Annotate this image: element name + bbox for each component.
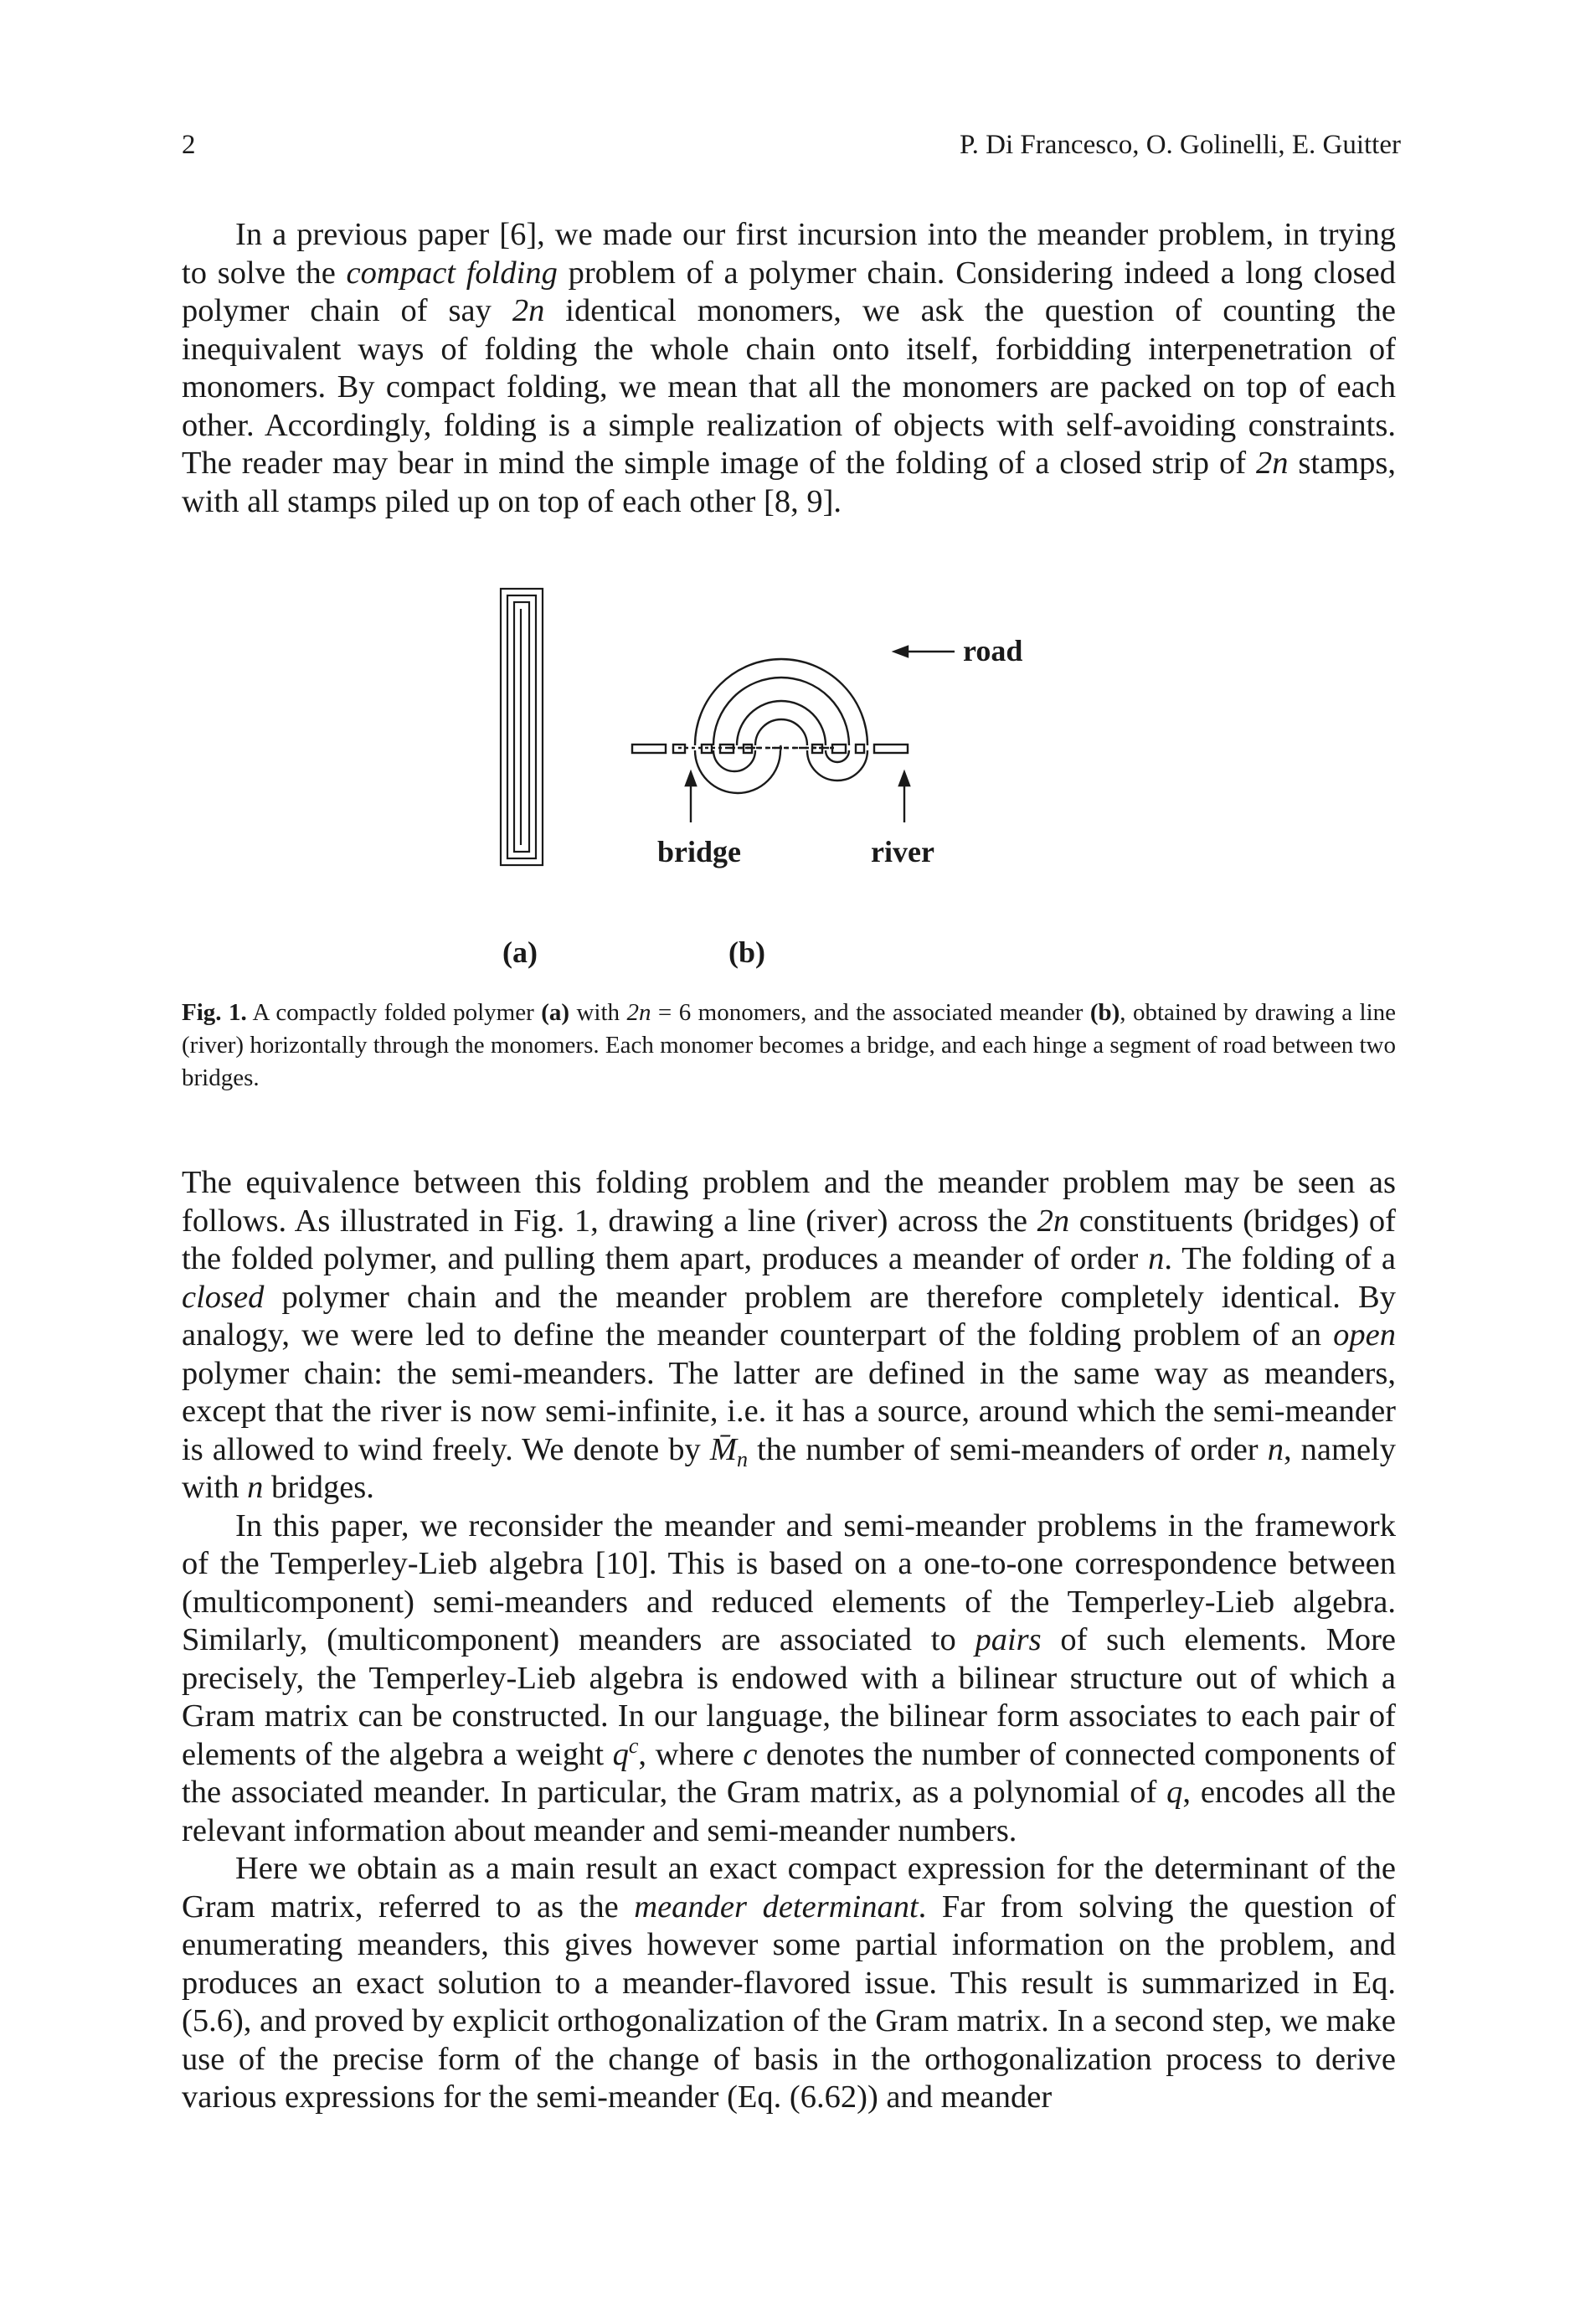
para3-text-b: of such elements. More precisely, the Temperley-Lieb algebra is endowed with a bilinear structure out of which a Gram matrix can be constructed. In our language, the bilinear form associates to each pair of elements of the algebra a weight	[182, 1622, 1396, 1772]
label-a: (a)	[502, 935, 538, 969]
para2-text-h: bridges.	[263, 1470, 374, 1505]
para4-emph-meander-determinant: meander determinant	[634, 1889, 919, 1925]
para2-text-f: the number of semi-meanders of order	[747, 1431, 1268, 1467]
meander-road-arc-3	[737, 701, 826, 745]
para2-text-a: The equivalence between this folding problem and the meander problem may be seen as follows. As illustrated in Fig. 1, drawing a line (river) across the	[182, 1165, 1396, 1239]
running-head	[182, 124, 1401, 166]
meander-road-arc-outer	[695, 659, 867, 745]
river-segment-6	[832, 745, 846, 753]
figure-1	[469, 578, 1105, 980]
para3-text-e: , encodes all the relevant information about meander and semi-meander numbers.	[182, 1775, 1396, 1848]
para1-text-d: stamps, with all stamps piled up on top of each other [8, 9].	[182, 446, 1396, 519]
running-authors: P. Di Francesco, O. Golinelli, E. Guitter	[959, 130, 1401, 160]
para2-text-c: . The folding of a	[1164, 1241, 1396, 1276]
meander-road-arc-2	[713, 678, 849, 745]
road-pointer-arrowhead	[894, 647, 908, 657]
meander-road-arc-inner	[755, 719, 807, 745]
para1-math-2n-b: 2n	[1255, 446, 1289, 481]
caption-math-2n: 2n	[626, 999, 651, 1026]
para1-text-a: In a previous paper [6], we made our first incursion into the meander problem, in trying to solve the	[182, 217, 1396, 291]
caption-text-b: with	[569, 999, 627, 1026]
meander-road-lower-arc-3	[807, 750, 867, 781]
river-segment-7	[856, 745, 864, 753]
para2-math-n-c: n	[247, 1470, 264, 1505]
para3-emph-pairs: pairs	[975, 1622, 1042, 1657]
para3-text-c: , where	[638, 1736, 744, 1772]
paragraph-2	[182, 1164, 1396, 1507]
para2-math-n: n	[1148, 1241, 1165, 1276]
para2-text-d: polymer chain and the meander problem are therefore completely identical. By analogy, we were led to define the meander counterpart of the folding problem of an	[182, 1279, 1396, 1353]
para3-text-a: In this paper, we reconsider the meander and semi-meander problems in the framework of the Temperley-Lieb algebra [10]. This is based on a one-to-one correspondence between (multicomponent) semi-meanders and reduced elements of the Temperley-Lieb algebra. Similarly, (multicomponent) meanders are associated to	[182, 1507, 1396, 1657]
river-segment-8	[874, 745, 908, 753]
paragraph-intro	[182, 216, 1396, 521]
paragraph-1	[182, 216, 1396, 521]
page-number: 2	[182, 130, 196, 160]
para3-math-c: c	[743, 1736, 758, 1772]
paragraph-3	[182, 1507, 1396, 1851]
para4-text-a: Here we obtain as a main result an exact compact expression for the determinant of the Gram matrix, referred to as the	[182, 1851, 1396, 1925]
para2-emph-open: open	[1333, 1317, 1396, 1353]
body-text	[182, 1164, 1396, 2117]
figure-1-caption	[182, 997, 1396, 1095]
folded-polymer-diagram	[501, 589, 543, 865]
para2-emph-closed: closed	[182, 1279, 265, 1315]
river-segment-0	[632, 745, 666, 753]
label-road: road	[963, 634, 1023, 667]
label-bridge: bridge	[657, 835, 742, 868]
para1-text-b: problem of a polymer chain. Considering indeed a long closed polymer chain of say	[182, 255, 1396, 328]
caption-text	[182, 997, 1396, 1095]
para1-text-c: identical monomers, we ask the question of counting the inequivalent ways of folding the whole chain onto itself, forbidding interpenetration of monomers. By compact folding, we mean that all the monomers are packed on top of each other. Accordingly, folding is a simple realization of objects with self-avoiding constraints. The reader may bear in mind the simple image of the folding of a closed strip of	[182, 293, 1396, 481]
para4-text-b: . Far from solving the question of enumerating meanders, this gives however some partial information on the problem, and produces an exact solution to a meander-flavored issue. This result is summarized in Eq. (5.6), and proved by explicit orthogonalization of the Gram matrix. In a second step, we make use of the precise form of the change of basis in the orthogonalization process to derive various expressions for the semi-meander (Eq. (6.62)) and meander	[182, 1889, 1396, 2115]
river-pointer-arrowhead	[899, 772, 909, 786]
bridge-pointer-arrowhead	[686, 772, 696, 786]
caption-fig-label: Fig. 1.	[182, 999, 247, 1026]
para2-text-e: polymer chain: the semi-meanders. The latter are defined in the same way as meanders, except that the river is now semi-infinite, i.e. it has a source, around which the semi-meander is allowed to wind freely. We denote by	[182, 1355, 1396, 1467]
para2-text-g: , namely with	[182, 1431, 1396, 1505]
para1-emph-compact-folding: compact folding	[346, 255, 558, 291]
caption-bold-a: (a)	[541, 999, 570, 1026]
para3-math-q: q	[612, 1736, 629, 1772]
para3-math-q-b: q	[1166, 1775, 1183, 1810]
label-river: river	[871, 835, 934, 868]
para3-math-q-sup: c	[628, 1733, 639, 1758]
caption-text-d: , obtained by drawing a line (river) horizontally through the monomers. Each monomer becomes a bridge, and each hinge a segment of road between two bridges.	[182, 999, 1396, 1091]
para3-text-d: denotes the number of connected components of the associated meander. In particular, the Gram matrix, as a polynomial of	[182, 1736, 1396, 1810]
para2-math-mbar: M̄	[709, 1431, 737, 1467]
caption-bold-b: (b)	[1089, 999, 1120, 1026]
para2-math-mbar-sub: n	[736, 1446, 748, 1471]
caption-text-a: A compactly folded polymer	[246, 999, 542, 1026]
para2-text-b: constituents (bridges) of the folded polymer, and pulling them apart, produces a meander of order	[182, 1203, 1396, 1276]
para1-math-2n: 2n	[512, 293, 545, 328]
paragraph-4	[182, 1850, 1396, 2117]
para2-math-2n: 2n	[1037, 1203, 1070, 1239]
para2-math-n-b: n	[1267, 1431, 1284, 1467]
label-b: (b)	[728, 935, 765, 969]
meander-diagram	[632, 647, 955, 822]
meander-road-join	[780, 745, 781, 750]
caption-text-c: = 6 monomers, and the associated meander	[651, 999, 1090, 1026]
